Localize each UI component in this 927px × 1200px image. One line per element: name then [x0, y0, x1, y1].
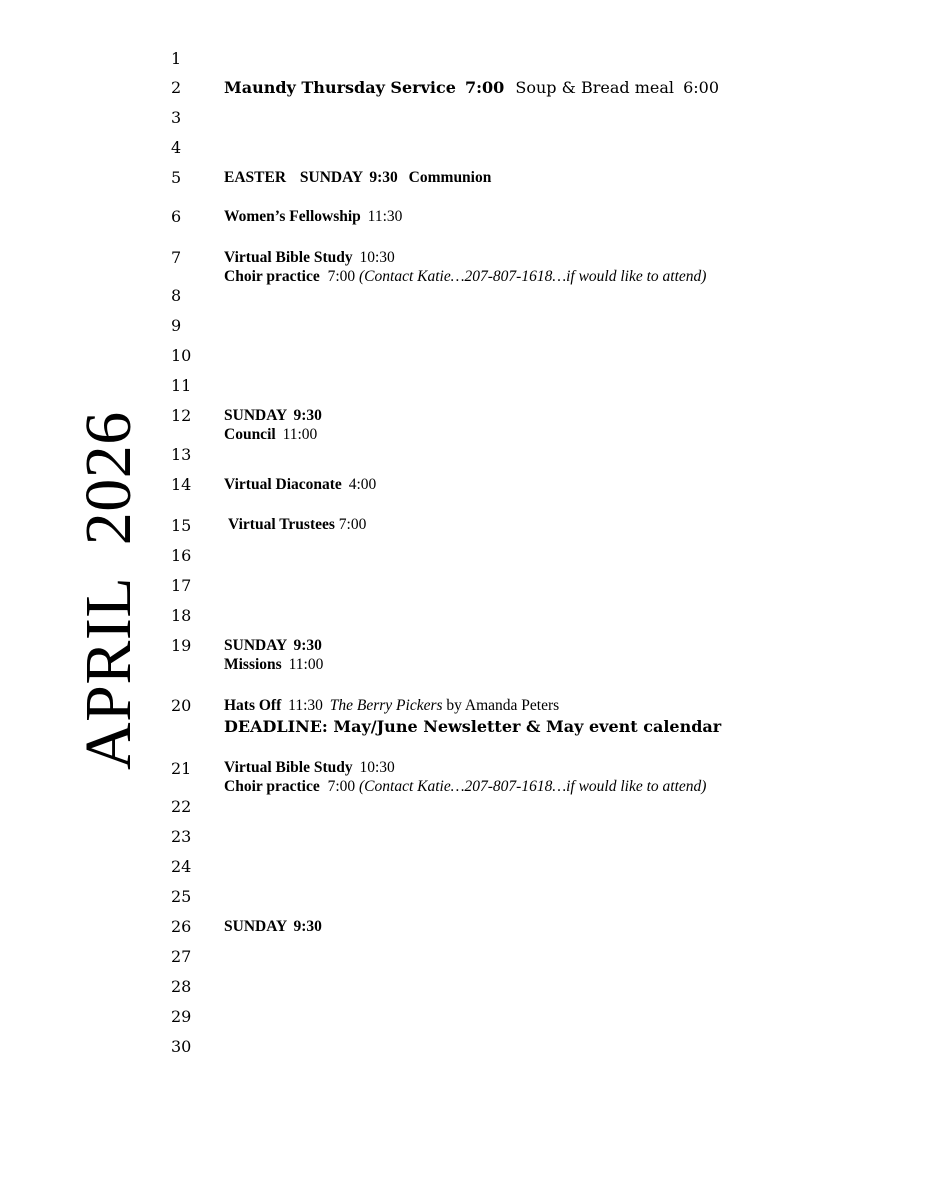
event-title: Virtual Diaconate [224, 476, 342, 493]
event-time: 9:30 [369, 169, 398, 186]
event-easter-sunday [224, 168, 491, 188]
event-title: Choir practice [224, 268, 320, 285]
event-extra-time: 6:00 [683, 78, 720, 97]
day-number-21: 21 [171, 759, 192, 778]
event-time: 9:30 [293, 637, 322, 654]
day-number-12: 12 [171, 406, 192, 425]
event-title: Missions [224, 656, 282, 673]
event-title: Maundy Thursday Service [224, 78, 456, 97]
day-number-7: 7 [171, 248, 182, 267]
event-hats-off [224, 696, 559, 716]
event-title: Women’s Fellowship [224, 208, 361, 225]
event-communion: Communion [408, 169, 492, 186]
event-title: Hats Off [224, 697, 282, 714]
day-number-8: 8 [171, 286, 182, 305]
event-time: 9:30 [293, 407, 322, 424]
day-number-17: 17 [171, 576, 192, 595]
event-sunday-label: SUNDAY [224, 637, 287, 654]
event-virtual-bible-study [224, 758, 395, 778]
event-deadline: DEADLINE: May/June Newsletter & May event calendar [224, 717, 722, 736]
event-sunday-label: SUNDAY [224, 918, 287, 935]
day-number-22: 22 [171, 797, 192, 816]
day-number-13: 13 [171, 445, 192, 464]
event-maundy-thursday [224, 78, 719, 98]
day-number-10: 10 [171, 346, 192, 365]
event-womens-fellowship [224, 207, 402, 227]
day-number-28: 28 [171, 977, 192, 996]
event-council [224, 425, 317, 445]
event-virtual-diaconate [224, 475, 376, 495]
day-number-16: 16 [171, 546, 192, 565]
day-number-4: 4 [171, 138, 182, 157]
event-time: 11:00 [282, 426, 318, 443]
event-title: Virtual Bible Study [224, 249, 353, 266]
event-sunday-service [224, 406, 322, 426]
day-number-9: 9 [171, 316, 182, 335]
event-title: Virtual Bible Study [224, 759, 353, 776]
event-missions [224, 655, 323, 675]
event-sunday-service [224, 917, 322, 937]
event-time: 4:00 [348, 476, 377, 493]
event-virtual-bible-study [224, 248, 395, 268]
event-time: 10:30 [359, 249, 395, 266]
event-time: 7:00 [338, 516, 367, 533]
day-number-29: 29 [171, 1007, 192, 1026]
day-number-20: 20 [171, 696, 192, 715]
day-number-3: 3 [171, 108, 182, 127]
event-book-title: The Berry Pickers [329, 697, 443, 714]
day-number-26: 26 [171, 917, 192, 936]
event-time: 10:30 [359, 759, 395, 776]
event-extra: Soup & Bread meal [515, 78, 674, 97]
event-sunday-label: SUNDAY [299, 169, 363, 186]
event-easter-label: EASTER [224, 169, 287, 186]
event-time: 7:00 [327, 268, 356, 285]
day-number-1: 1 [171, 49, 182, 68]
day-number-6: 6 [171, 207, 182, 226]
event-time: 7:00 [327, 778, 356, 795]
event-sunday-service [224, 636, 322, 656]
event-time: 9:30 [293, 918, 322, 935]
day-number-18: 18 [171, 606, 192, 625]
day-number-23: 23 [171, 827, 192, 846]
day-number-19: 19 [171, 636, 192, 655]
calendar-title: APRIL 2026 [72, 411, 145, 770]
event-time: 11:30 [288, 697, 323, 714]
day-number-11: 11 [171, 376, 192, 395]
event-note: (Contact Katie…207-807-1618…if would like to attend) [359, 778, 707, 795]
day-number-25: 25 [171, 887, 192, 906]
event-time: 11:30 [367, 208, 403, 225]
event-choir-practice [224, 777, 706, 797]
day-number-24: 24 [171, 857, 192, 876]
event-note: (Contact Katie…207-807-1618…if would like to attend) [359, 268, 707, 285]
day-number-5: 5 [171, 168, 182, 187]
day-number-2: 2 [171, 78, 182, 97]
event-title: Virtual Trustees [228, 516, 335, 533]
event-time: 7:00 [464, 78, 505, 97]
event-time: 11:00 [288, 656, 324, 673]
event-book-author: by Amanda Peters [446, 697, 560, 714]
event-choir-practice [224, 267, 706, 287]
event-sunday-label: SUNDAY [224, 407, 287, 424]
event-title: Choir practice [224, 778, 320, 795]
day-number-27: 27 [171, 947, 192, 966]
day-number-14: 14 [171, 475, 192, 494]
event-virtual-trustees [228, 515, 366, 535]
event-title: Council [224, 426, 276, 443]
day-number-15: 15 [171, 516, 192, 535]
day-number-30: 30 [171, 1037, 192, 1056]
